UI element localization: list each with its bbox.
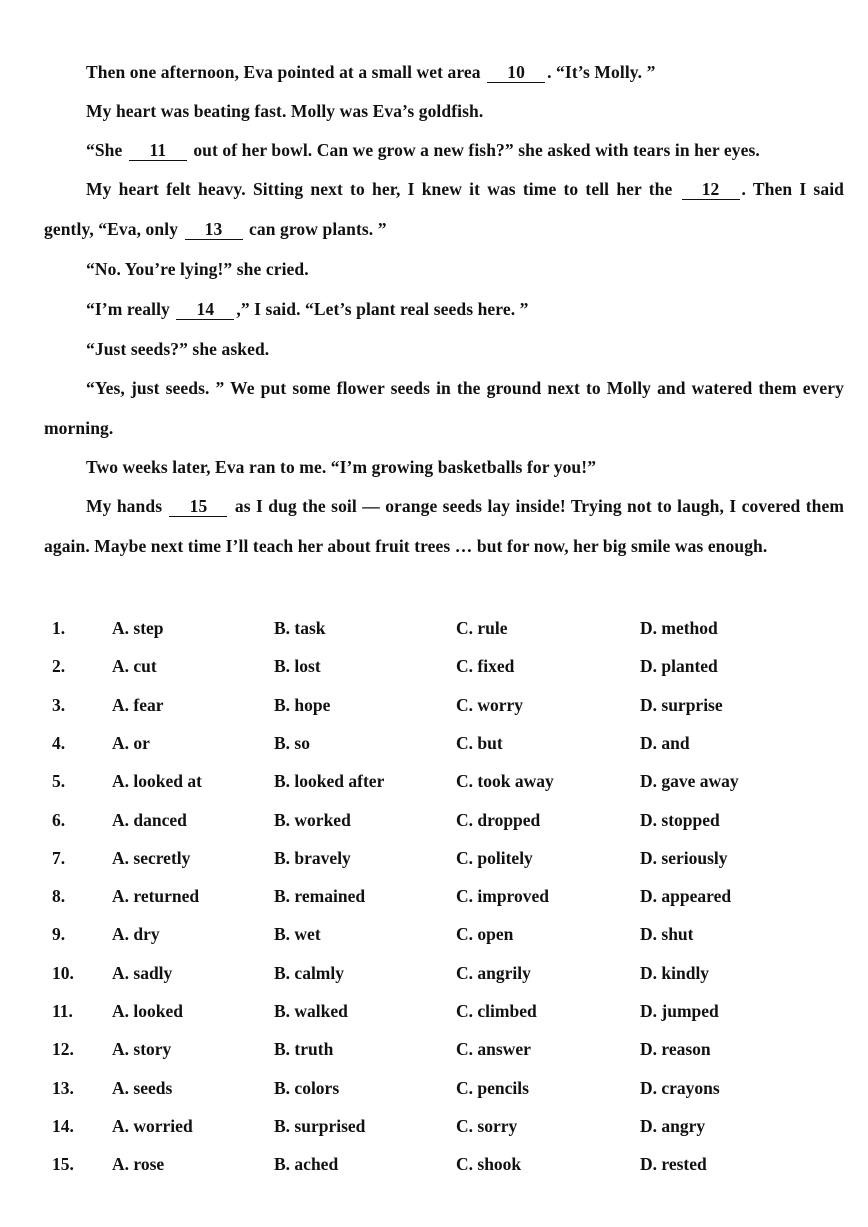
passage-paragraph xyxy=(44,130,844,170)
answer-blank-14: 14 xyxy=(176,299,234,320)
option-row xyxy=(52,613,832,643)
option-row xyxy=(52,651,832,681)
option-d: D. appeared xyxy=(640,886,732,907)
option-a: A. step xyxy=(112,618,164,638)
passage-paragraph xyxy=(44,91,844,131)
option-row xyxy=(52,919,832,949)
option-b: B. colors xyxy=(274,1077,340,1098)
option-c: C. climbed xyxy=(456,1001,537,1021)
option-b: B. calmly xyxy=(274,962,344,983)
option-b: B. looked after xyxy=(274,771,385,792)
option-d: D. rested xyxy=(640,1154,707,1175)
option-row xyxy=(52,805,832,835)
option-b: B. walked xyxy=(274,1001,348,1021)
option-b: B. remained xyxy=(274,886,366,907)
question-number: 6. xyxy=(52,809,66,830)
option-b: B. worked xyxy=(274,809,351,830)
option-d: D. reason xyxy=(640,1039,711,1060)
option-d: D. gave away xyxy=(640,771,739,792)
question-number: 10. xyxy=(52,962,74,983)
option-row xyxy=(52,843,832,873)
passage-paragraph xyxy=(44,249,844,289)
passage-text: as I dug the soil — orange seeds lay inside! Trying not to laugh, I covered them again. Maybe next time I’ll teach her about fruit trees … but for now, her big smile was enough. xyxy=(44,496,844,556)
question-number: 2. xyxy=(52,656,66,677)
option-row xyxy=(52,690,832,720)
passage-paragraph xyxy=(44,329,844,369)
option-b: B. lost xyxy=(274,656,321,677)
option-c: C. improved xyxy=(456,886,550,907)
passage-text: . Then I said gently, “Eva, only xyxy=(44,179,844,239)
option-row xyxy=(52,1111,832,1141)
question-number: 3. xyxy=(52,694,66,715)
option-d: D. kindly xyxy=(640,962,710,983)
option-row xyxy=(52,1149,832,1179)
option-c: C. worry xyxy=(456,694,524,715)
question-number: 1. xyxy=(52,618,66,638)
passage-text: can grow plants. ” xyxy=(244,219,387,239)
option-a: A. worried xyxy=(112,1115,193,1136)
option-b: B. ached xyxy=(274,1154,339,1175)
option-a: A. dry xyxy=(112,924,160,945)
question-number: 8. xyxy=(52,886,66,907)
option-c: C. pencils xyxy=(456,1077,529,1098)
answer-blank-10: 10 xyxy=(487,62,545,83)
passage-paragraph xyxy=(44,368,844,448)
option-row xyxy=(52,958,832,988)
option-c: C. fixed xyxy=(456,656,515,677)
question-number: 12. xyxy=(52,1039,74,1060)
passage-text: Then one afternoon, Eva pointed at a small wet area xyxy=(86,62,486,82)
option-c: C. rule xyxy=(456,618,508,638)
passage-text: ,” I said. “Let’s plant real seeds here. ” xyxy=(236,299,529,319)
option-a: A. seeds xyxy=(112,1077,173,1098)
option-a: A. cut xyxy=(112,656,157,677)
option-row xyxy=(52,728,832,758)
passage-text: My hands xyxy=(86,496,168,516)
answer-blank-12: 12 xyxy=(682,179,740,200)
option-d: D. seriously xyxy=(640,847,728,868)
option-b: B. truth xyxy=(274,1039,334,1060)
passage-paragraph xyxy=(44,486,844,566)
option-c: C. angrily xyxy=(456,962,531,983)
option-b: B. task xyxy=(274,618,326,638)
option-d: D. planted xyxy=(640,656,718,677)
option-row xyxy=(52,766,832,796)
option-row xyxy=(52,1034,832,1064)
option-b: B. hope xyxy=(274,694,331,715)
option-a: A. rose xyxy=(112,1154,165,1175)
passage-text: “Yes, just seeds. ” We put some flower seeds in the ground next to Molly and watered them every morning. xyxy=(44,378,844,438)
option-a: A. secretly xyxy=(112,847,191,868)
passage-text: My heart was beating fast. Molly was Eva’s goldfish. xyxy=(86,101,484,121)
option-c: C. but xyxy=(456,732,503,753)
question-number: 11. xyxy=(52,1001,73,1021)
option-d: D. angry xyxy=(640,1115,706,1136)
option-d: D. surprise xyxy=(640,694,723,715)
option-a: A. sadly xyxy=(112,962,173,983)
option-c: C. took away xyxy=(456,771,554,792)
passage-text: . “It’s Molly. ” xyxy=(547,62,656,82)
option-a: A. fear xyxy=(112,694,164,715)
option-b: B. bravely xyxy=(274,847,351,868)
question-number: 4. xyxy=(52,732,66,753)
passage-paragraph xyxy=(44,289,844,329)
option-c: C. open xyxy=(456,924,514,945)
option-d: D. method xyxy=(640,618,718,638)
option-c: C. shook xyxy=(456,1154,522,1175)
answer-blank-11: 11 xyxy=(129,140,187,161)
question-number: 14. xyxy=(52,1115,74,1136)
option-row xyxy=(52,881,832,911)
passage-text: “I’m really xyxy=(86,299,175,319)
option-c: C. dropped xyxy=(456,809,541,830)
question-number: 5. xyxy=(52,771,66,792)
passage-text: out of her bowl. Can we grow a new fish?” she asked with tears in her eyes. xyxy=(188,140,760,160)
question-number: 9. xyxy=(52,924,66,945)
passage-text: Two weeks later, Eva ran to me. “I’m growing basketballs for you!” xyxy=(86,457,597,477)
option-c: C. answer xyxy=(456,1039,531,1060)
passage-text: “Just seeds?” she asked. xyxy=(86,339,270,359)
option-b: B. wet xyxy=(274,924,321,945)
question-number: 7. xyxy=(52,847,66,868)
option-a: A. returned xyxy=(112,886,200,907)
option-a: A. story xyxy=(112,1039,172,1060)
passage-text: “She xyxy=(86,140,127,160)
option-c: C. sorry xyxy=(456,1115,518,1136)
question-number: 15. xyxy=(52,1154,74,1175)
option-a: A. looked xyxy=(112,1001,183,1021)
option-a: A. or xyxy=(112,732,150,753)
option-row xyxy=(52,996,832,1026)
answer-blank-15: 15 xyxy=(169,496,227,517)
option-a: A. danced xyxy=(112,809,187,830)
answer-blank-13: 13 xyxy=(185,219,243,240)
option-a: A. looked at xyxy=(112,771,202,792)
passage-text: “No. You’re lying!” she cried. xyxy=(86,259,309,279)
passage-paragraph xyxy=(44,447,844,487)
option-d: D. stopped xyxy=(640,809,720,830)
passage-text: My heart felt heavy. Sitting next to her, I knew it was time to tell her the xyxy=(86,179,680,199)
passage-paragraph xyxy=(44,169,844,249)
option-b: B. so xyxy=(274,732,310,753)
passage-paragraph xyxy=(44,52,844,92)
option-d: D. and xyxy=(640,732,690,753)
option-row xyxy=(52,1073,832,1103)
question-number: 13. xyxy=(52,1077,74,1098)
option-d: D. shut xyxy=(640,924,694,945)
option-d: D. crayons xyxy=(640,1077,720,1098)
option-c: C. politely xyxy=(456,847,533,868)
option-b: B. surprised xyxy=(274,1115,366,1136)
option-d: D. jumped xyxy=(640,1001,719,1021)
